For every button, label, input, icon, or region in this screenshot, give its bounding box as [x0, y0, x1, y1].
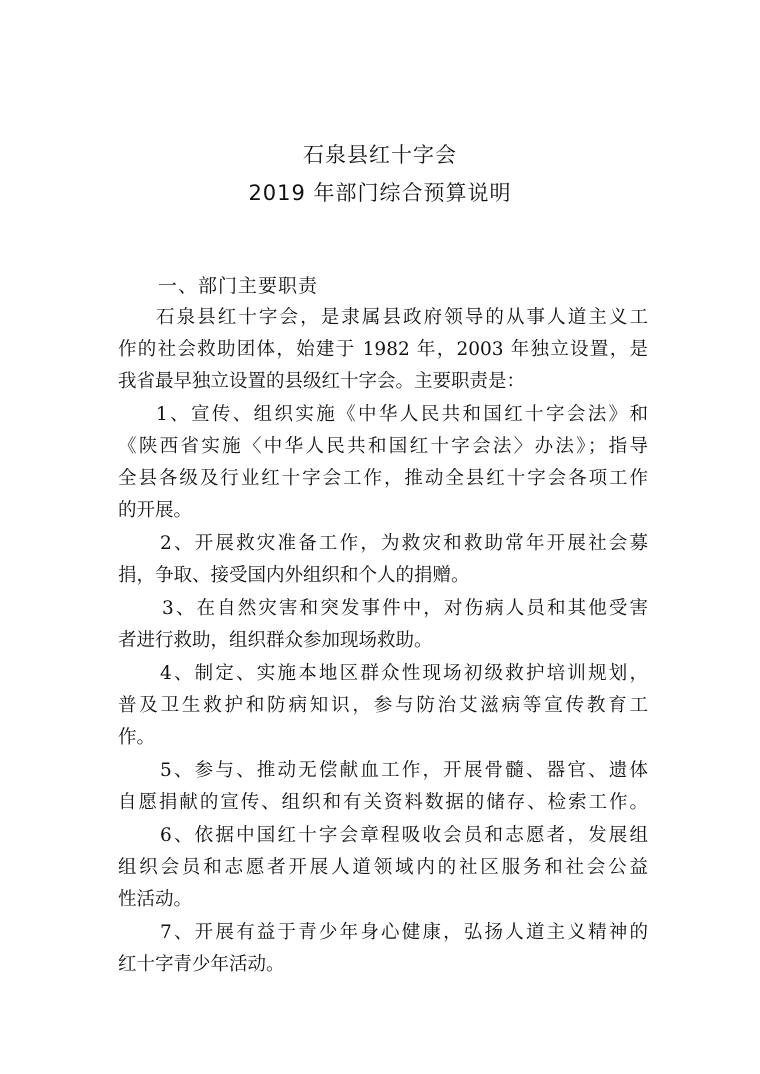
paragraph-line: 作。	[118, 727, 156, 748]
document-title: 石泉县红十字会	[303, 143, 457, 167]
paragraph-line: 普及卫生救护和防病知识，参与防治艾滋病等宣传教育工	[118, 695, 648, 716]
paragraph-line: 石泉县红十字会，是隶属县政府领导的从事人道主义工	[156, 307, 648, 328]
paragraph-line: 5、参与、推动无偿献血工作，开展骨髓、器官、遗体	[160, 760, 648, 781]
paragraph-line: 7、开展有益于青少年身心健康，弘扬人道主义精神的	[160, 922, 648, 943]
paragraph-line: 的开展。	[118, 500, 193, 521]
paragraph-line: 全县各级及行业红十字会工作，推动全县红十字会各项工作	[118, 468, 648, 489]
paragraph-line: 3、在自然灾害和突发事件中，对伤病人员和其他受害	[162, 598, 648, 619]
paragraph-line: 者进行救助，组织群众参加现场救助。	[118, 630, 433, 651]
paragraph-line: 自愿捐献的宣传、组织和有关资料数据的储存、检索工作。	[118, 792, 648, 813]
paragraph-line: 捐，争取、接受国内外组织和个人的捐赠。	[118, 565, 470, 586]
paragraph-line: 红十字青少年活动。	[118, 954, 285, 975]
document-subtitle: 2019 年部门综合预算说明	[248, 181, 512, 205]
paragraph-line: 作的社会救助团体，始建于 1982 年，2003 年独立设置，是	[118, 339, 648, 360]
paragraph-line: 2、开展救灾准备工作，为救灾和救助常年开展社会募	[160, 533, 648, 554]
section-heading: 一、部门主要职责	[158, 275, 319, 297]
paragraph-line: 6、依据中国红十字会章程吸收会员和志愿者，发展组	[160, 825, 648, 846]
paragraph-line: 4、制定、实施本地区群众性现场初级救护培训规划，	[160, 663, 648, 684]
paragraph-line: 1、宣传、组织实施《中华人民共和国红十字会法》和	[156, 404, 648, 425]
paragraph-line: 组织会员和志愿者开展人道领域内的社区服务和社会公益	[118, 857, 648, 878]
paragraph-line: 《陕西省实施〈中华人民共和国红十字会法〉办法》；指导	[118, 436, 648, 457]
paragraph-line: 我省最早独立设置的县级红十字会。主要职责是：	[118, 371, 526, 392]
paragraph-line: 性活动。	[118, 889, 193, 910]
